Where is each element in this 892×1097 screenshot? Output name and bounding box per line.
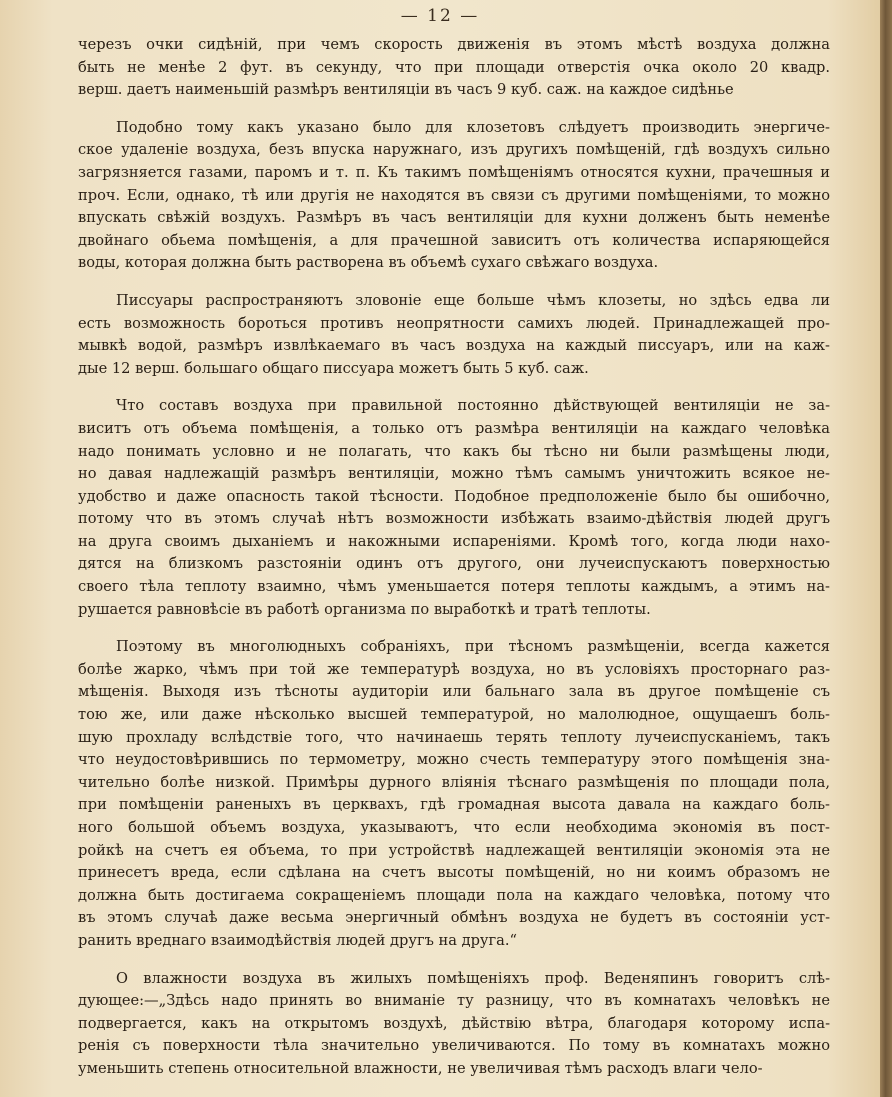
text-line: при помѣщеніи раненыхъ въ церквахъ, гдѣ громадная высота давала на каждаго боль-: [78, 796, 830, 814]
text-line: надо понимать условно и не полагать, что какъ бы тѣсно ни были размѣщены люди,: [78, 442, 830, 460]
text-line: ного большой объемъ воздуха, указываютъ, что если необходима экономія въ пост-: [78, 819, 830, 836]
text-line: дующее:—„Здѣсь надо принять во вниманіе ту разницу, что въ комнатахъ человѣкъ не: [78, 992, 830, 1010]
text-line: дые 12 верш. большаго общаго писсуара можетъ быть 5 куб. саж.: [78, 359, 589, 377]
text-line: въ этомъ случаѣ даже весьма энергичный обмѣнъ воздуха не будетъ въ состояніи уст-: [78, 909, 830, 927]
text-line: впускать свѣжій воздухъ. Размѣръ въ часъ вентиляціи для кухни долженъ быть неменѣе: [78, 209, 830, 227]
text-line: Писсуары распространяютъ зловоніе еще больше чѣмъ клозеты, но здѣсь едва ли: [116, 291, 830, 309]
paragraph-gap: [78, 380, 830, 395]
text-line: Что составъ воздуха при правильной постоянно дѣйствующей вентиляціи не за-: [116, 397, 830, 415]
text-body: [78, 34, 830, 1081]
text-line: верш. даетъ наименьшій размѣръ вентиляціи въ часъ 9 куб. саж. на каждое сидѣнье: [78, 81, 734, 99]
text-line: быть не менѣе 2 фут. въ секунду, что при площади отверстія очка около 20 квадр.: [78, 58, 830, 76]
text-line: рушается равновѣсіе въ работѣ организма по выработкѣ и тратѣ теплоты.: [78, 600, 651, 618]
text-line: проч. Если, однако, тѣ или другія не находятся въ связи съ другими помѣщеніями, то можно: [78, 186, 830, 204]
text-line: принесетъ вреда, если сдѣлана на счетъ высоты помѣщеній, но ни коимъ образомъ не: [78, 864, 830, 882]
paragraph: [78, 117, 830, 275]
text-line: виситъ отъ объема помѣщенія, а только отъ размѣра вентиляціи на каждаго человѣка: [78, 419, 830, 437]
paragraph-gap: [78, 953, 830, 968]
paragraph-gap: [78, 621, 830, 636]
text-line: тою же, или даже нѣсколько высшей температурой, но малолюдное, ощущаешъ боль-: [78, 706, 830, 724]
paragraph: [78, 290, 830, 380]
text-line: мѣщенія. Выходя изъ тѣсноты аудиторіи или бальнаго зала въ другое помѣщеніе съ: [78, 683, 830, 701]
text-line: что неудостовѣрившись по термометру, можно счесть температуру этого помѣщенія зна-: [78, 751, 830, 769]
text-line: подвергается, какъ на открытомъ воздухѣ, дѣйствію вѣтра, благодаря которому испа-: [78, 1014, 830, 1032]
text-line: загрязняется газами, паромъ и т. п. Къ такимъ помѣщеніямъ относятся кухни, прачешныя и: [78, 163, 830, 181]
text-line: уменьшить степень относительной влажности, не увеличивая тѣмъ расходъ влаги чело-: [78, 1059, 763, 1077]
text-line: ское удаленіе воздуха, безъ впуска наружнаго, изъ другихъ помѣщеній, гдѣ воздухъ сильно: [78, 141, 830, 159]
text-line: Подобно тому какъ указано было для клозетовъ слѣдуетъ производить энергиче-: [116, 118, 830, 136]
text-line: О влажности воздуха въ жилыхъ помѣщеніяхъ проф. Веденяпинъ говоритъ слѣ-: [116, 969, 830, 987]
text-line: чительно болѣе низкой. Примѣры дурного вліянія тѣснаго размѣщенія по площади пола,: [78, 773, 830, 791]
text-line: шую прохладу вслѣдствіе того, что начинаешь терять теплоту лучеиспусканіемъ, такъ: [78, 728, 830, 746]
text-line: болѣе жарко, чѣмъ при той же температурѣ воздуха, но въ условіяхъ просторнаго раз-: [78, 660, 830, 678]
paragraph-gap: [78, 102, 830, 117]
text-line: должна быть достигаема сокращеніемъ площади пола на каждаго человѣка, потому что: [78, 886, 830, 904]
page-number: — 12 —: [400, 6, 480, 26]
paragraph-gap: [78, 275, 830, 290]
text-line: но давая надлежащій размѣръ вентиляціи, можно тѣмъ самымъ уничтожить всякое не-: [78, 465, 830, 483]
text-line: потому что въ этомъ случаѣ нѣтъ возможности избѣжать взаимо-дѣйствія людей другъ: [78, 510, 830, 528]
paragraph: [78, 968, 830, 1081]
text-line: ройкѣ на счетъ ея объема, то при устройствѣ надлежащей вентиляціи экономія эта не: [78, 841, 830, 859]
text-line: своего тѣла теплоту взаимно, чѣмъ уменьшается потеря теплоты каждымъ, а этимъ на-: [78, 578, 830, 596]
text-line: воды, которая должна быть растворена въ объемѣ сухаго свѣжаго воздуха.: [78, 254, 659, 272]
text-line: черезъ очки сидѣній, при чемъ скорость движенія въ этомъ мѣстѣ воздуха должна: [78, 36, 830, 53]
text-line: мывкѣ водой, размѣръ извлѣкаемаго въ часъ воздуха на каждый писсуаръ, или на каж-: [78, 337, 830, 355]
text-line: дятся на близкомъ разстояніи одинъ отъ другого, они лучеиспускаютъ поверхностью: [78, 555, 830, 573]
text-line: ранить вреднаго взаимодѣйствія людей другъ на друга.“: [78, 931, 517, 949]
text-line: Поэтому въ многолюдныхъ собраніяхъ, при тѣсномъ размѣщеніи, всегда кажется: [116, 638, 830, 656]
text-line: на друга своимъ дыханіемъ и накожными испареніями. Кромѣ того, когда люди нахо-: [78, 532, 830, 550]
page-binding-edge: [880, 0, 892, 1097]
text-line: есть возможность бороться противъ неопрятности самихъ людей. Принадлежащей про-: [78, 314, 830, 332]
text-line: удобство и даже опасность такой тѣсности. Подобное предположеніе было бы ошибочно,: [78, 487, 830, 505]
text-line: ренія съ поверхности тѣла значительно увеличиваются. По тому въ комнатахъ можно: [78, 1037, 830, 1055]
paragraph: [78, 34, 830, 102]
paragraph: [78, 636, 830, 952]
text-line: двойнаго обьема помѣщенія, а для прачешной зависитъ отъ количества испаряющейся: [78, 231, 830, 249]
paragraph: [78, 395, 830, 621]
